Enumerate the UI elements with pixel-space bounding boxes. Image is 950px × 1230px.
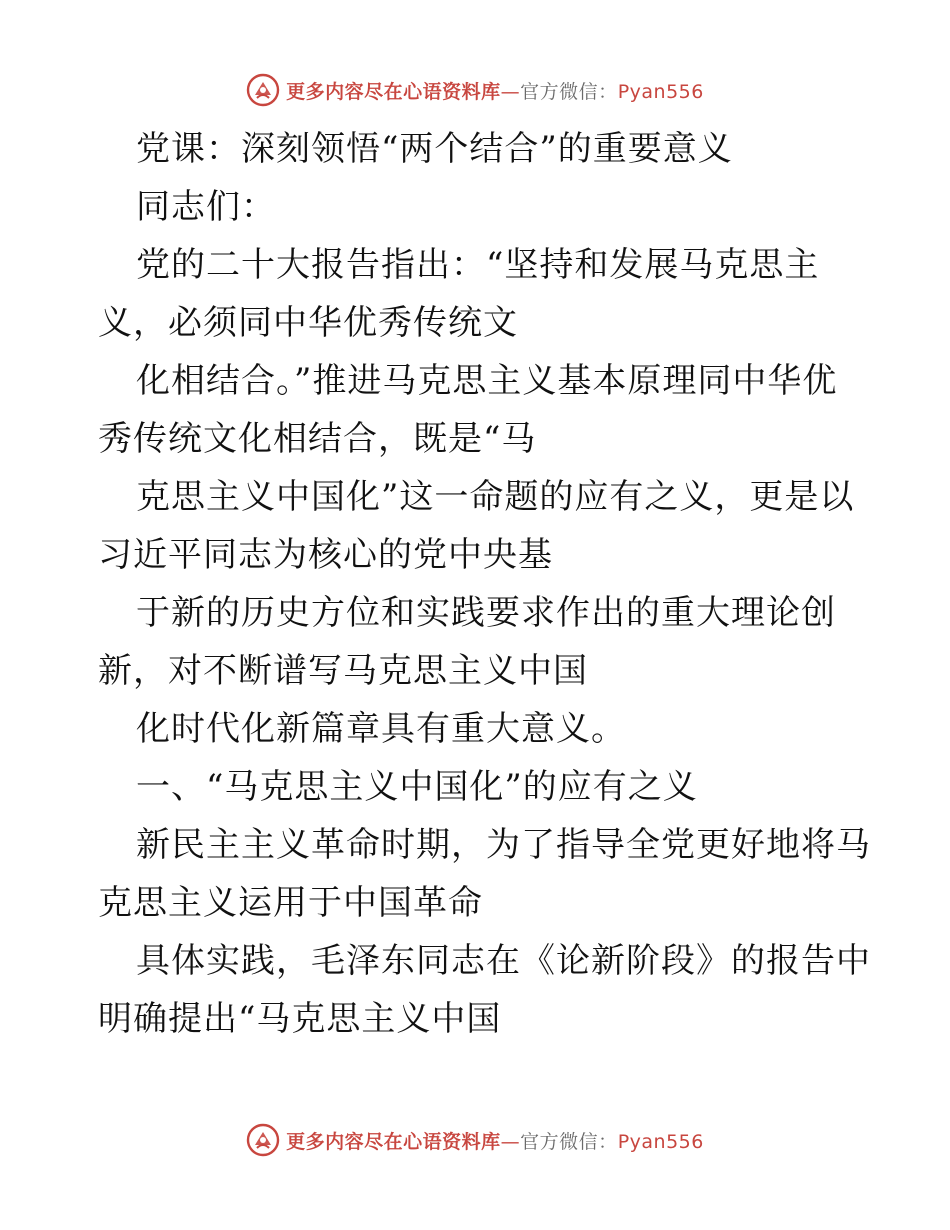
- watermark-text: [286, 77, 704, 104]
- watermark-wechat-id: Pyan556: [617, 80, 704, 103]
- text-line: 义，必须同中华优秀传统文: [98, 303, 518, 343]
- watermark-main-text: 更多内容尽在心语资料库: [286, 80, 501, 103]
- watermark-label: 官方微信：: [520, 1130, 618, 1153]
- text-line: 一、“马克思主义中国化”的应有之义: [136, 767, 698, 807]
- text-line: 明确提出“马克思主义中国: [98, 999, 502, 1039]
- text-line: 具体实践，毛泽东同志在《论新阶段》的报告中: [136, 941, 871, 981]
- header-watermark: [0, 68, 950, 112]
- watermark-dash: —: [500, 80, 521, 103]
- text-line: 化时代化新篇章具有重大意义。: [136, 709, 626, 749]
- watermark-dash: —: [500, 1130, 521, 1153]
- text-line: 克思主义运用于中国革命: [98, 883, 483, 923]
- watermark-text: [286, 1127, 704, 1154]
- watermark-wechat-id: Pyan556: [617, 1130, 704, 1153]
- watermark-label: 官方微信：: [520, 80, 618, 103]
- document-title: 党课：深刻领悟“两个结合”的重要意义: [136, 129, 733, 169]
- text-line: 习近平同志为核心的党中央基: [98, 535, 553, 575]
- footer-watermark: [0, 1118, 950, 1162]
- document-body: [98, 120, 871, 1048]
- text-line: 党的二十大报告指出：“坚持和发展马克思主: [136, 245, 820, 285]
- text-line: 克思主义中国化”这一命题的应有之义，更是以: [136, 477, 855, 517]
- red-book-logo-icon: [246, 1123, 280, 1157]
- watermark-main-text: 更多内容尽在心语资料库: [286, 1130, 501, 1153]
- text-line: 新民主主义革命时期，为了指导全党更好地将马: [136, 825, 871, 865]
- text-line: 秀传统文化相结合，既是“马: [98, 419, 537, 459]
- text-line: 于新的历史方位和实践要求作出的重大理论创: [136, 593, 836, 633]
- text-line: 化相结合。”推进马克思主义基本原理同中华优: [136, 361, 838, 401]
- text-line: 同志们：: [136, 187, 276, 227]
- text-line: 新，对不断谱写马克思主义中国: [98, 651, 588, 691]
- red-book-logo-icon: [246, 73, 280, 107]
